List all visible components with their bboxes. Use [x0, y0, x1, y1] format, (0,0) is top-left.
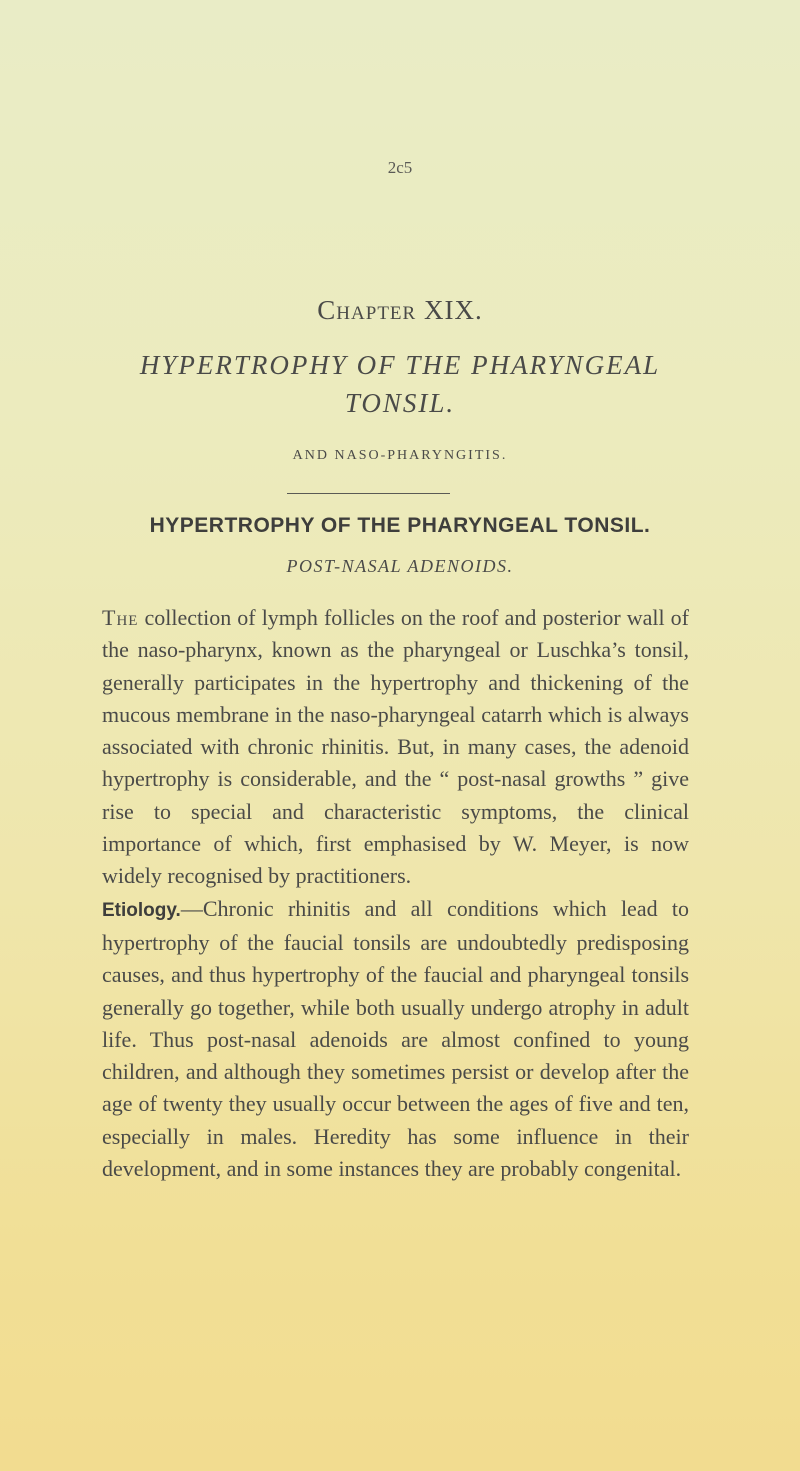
section-heading: HYPERTROPHY OF THE PHARYNGEAL TONSIL.: [149, 514, 651, 537]
chapter-title-line-1: HYPERTROPHY OF THE PHARYNGEAL: [139, 350, 661, 380]
chapter-heading: Chapter XIX.: [317, 295, 483, 325]
section-subheading: POST-NASAL ADENOIDS.: [286, 556, 514, 576]
chapter-title: [0, 346, 800, 422]
chapter-title-line-2: TONSIL.: [344, 388, 456, 418]
section-divider: [287, 493, 450, 494]
paragraph-etiology-text: —Chronic rhinitis and all conditions which lead to hypertrophy of the faucial tonsils are undoubtedly predisposing causes, and thus hypertrophy of the faucial and pharyngeal tonsils generally go together, while both usually undergo atrophy in adult life. Thus post-nasal adenoids are almost confined to young children, and although they sometimes persist or develop after the age of twenty they usually occur between the ages of five and ten, especially in males. Heredity has some influence in their development, and in some instances they are probably congenital.: [102, 895, 689, 1182]
lead-word: The: [102, 605, 139, 630]
page-number: 2c5: [387, 158, 413, 177]
body-text: [102, 602, 689, 1185]
paragraph-intro: [102, 602, 689, 893]
etiology-run-in-heading: Etiology.: [102, 899, 181, 921]
paragraph-etiology: [102, 893, 689, 1186]
paragraph-intro-text: collection of lymph follicles on the roof and posterior wall of the naso-pharynx, known as the pharyngeal or Luschka’s tonsil, generally participates in the hypertrophy and thickening of the mucous membrane in the naso-pharyngeal catarrh which is always associated with chronic rhinitis. But, in many cases, the adenoid hypertrophy is considerable, and the “ post-nasal growths ” give rise to special and characteristic symptoms, the clinical importance of which, first emphasised by W. Meyer, is now widely recognised by practitioners.: [102, 605, 689, 889]
chapter-subtitle: AND NASO-PHARYNGITIS.: [292, 448, 508, 463]
